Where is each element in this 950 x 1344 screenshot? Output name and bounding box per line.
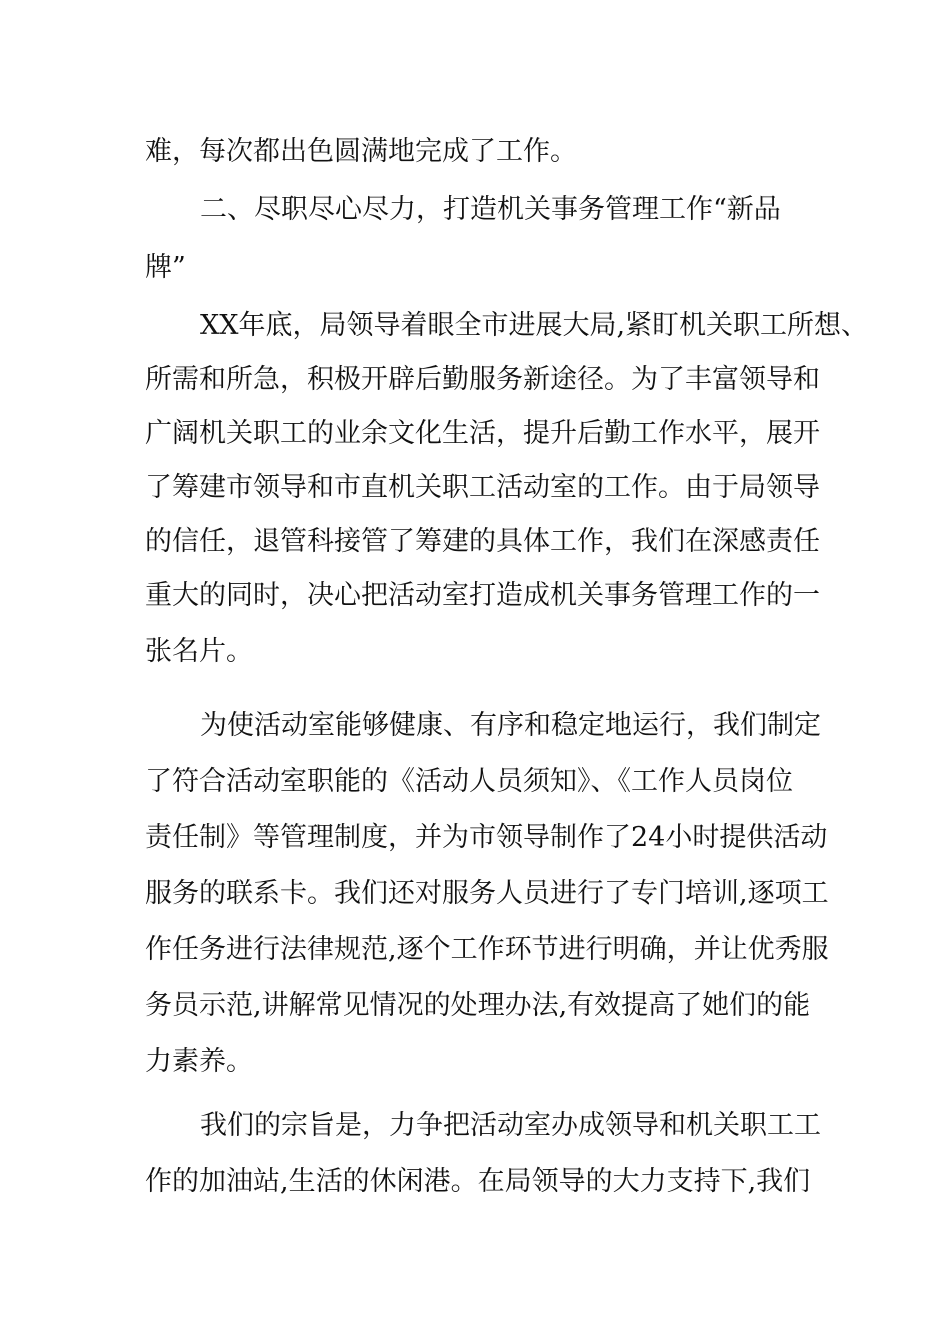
paragraph-line: 作的加油站,生活的休闲港。在局领导的大力支持下,我们: [145, 1166, 811, 1197]
paragraph-line: 务员示范,讲解常见情况的处理办法,有效提高了她们的能: [145, 990, 811, 1021]
paragraph-line: 服务的联系卡。我们还对服务人员进行了专门培训,逐项工: [145, 878, 829, 909]
section-heading-continuation: 牌”: [145, 252, 186, 283]
paragraph-line: 重大的同时，决心把活动室打造成机关事务管理工作的一: [145, 580, 820, 611]
paragraph-line: 了符合活动室职能的《活动人员须知》、《工作人员岗位: [145, 766, 793, 797]
paragraph-line: 为使活动室能够健康、有序和稳定地运行，我们制定: [200, 710, 821, 741]
paragraph-line: XX年底，局领导着眼全市进展大局,紧盯机关职工所想、: [200, 310, 869, 341]
text-line: 难，每次都出色圆满地完成了工作。: [145, 136, 577, 167]
paragraph-line: 作任务进行法律规范,逐个工作环节进行明确，并让优秀服: [145, 934, 829, 965]
paragraph-line: 所需和所急，积极开辟后勤服务新途径。为了丰富领导和: [145, 364, 820, 395]
paragraph-line: 了筹建市领导和市直机关职工活动室的工作。由于局领导: [145, 472, 820, 503]
paragraph-line: 力素养。: [145, 1046, 253, 1077]
paragraph-line: 广阔机关职工的业余文化生活，提升后勤工作水平，展开: [145, 418, 820, 449]
section-heading: 二、尽职尽心尽力，打造机关事务管理工作“新品: [200, 194, 781, 225]
paragraph-line: 的信任，退管科接管了筹建的具体工作，我们在深感责任: [145, 526, 820, 557]
paragraph-line: 责任制》等管理制度，并为市领导制作了24小时提供活动: [145, 822, 828, 853]
paragraph-line: 我们的宗旨是，力争把活动室办成领导和机关职工工: [200, 1110, 821, 1141]
paragraph-line: 张名片。: [145, 636, 253, 667]
